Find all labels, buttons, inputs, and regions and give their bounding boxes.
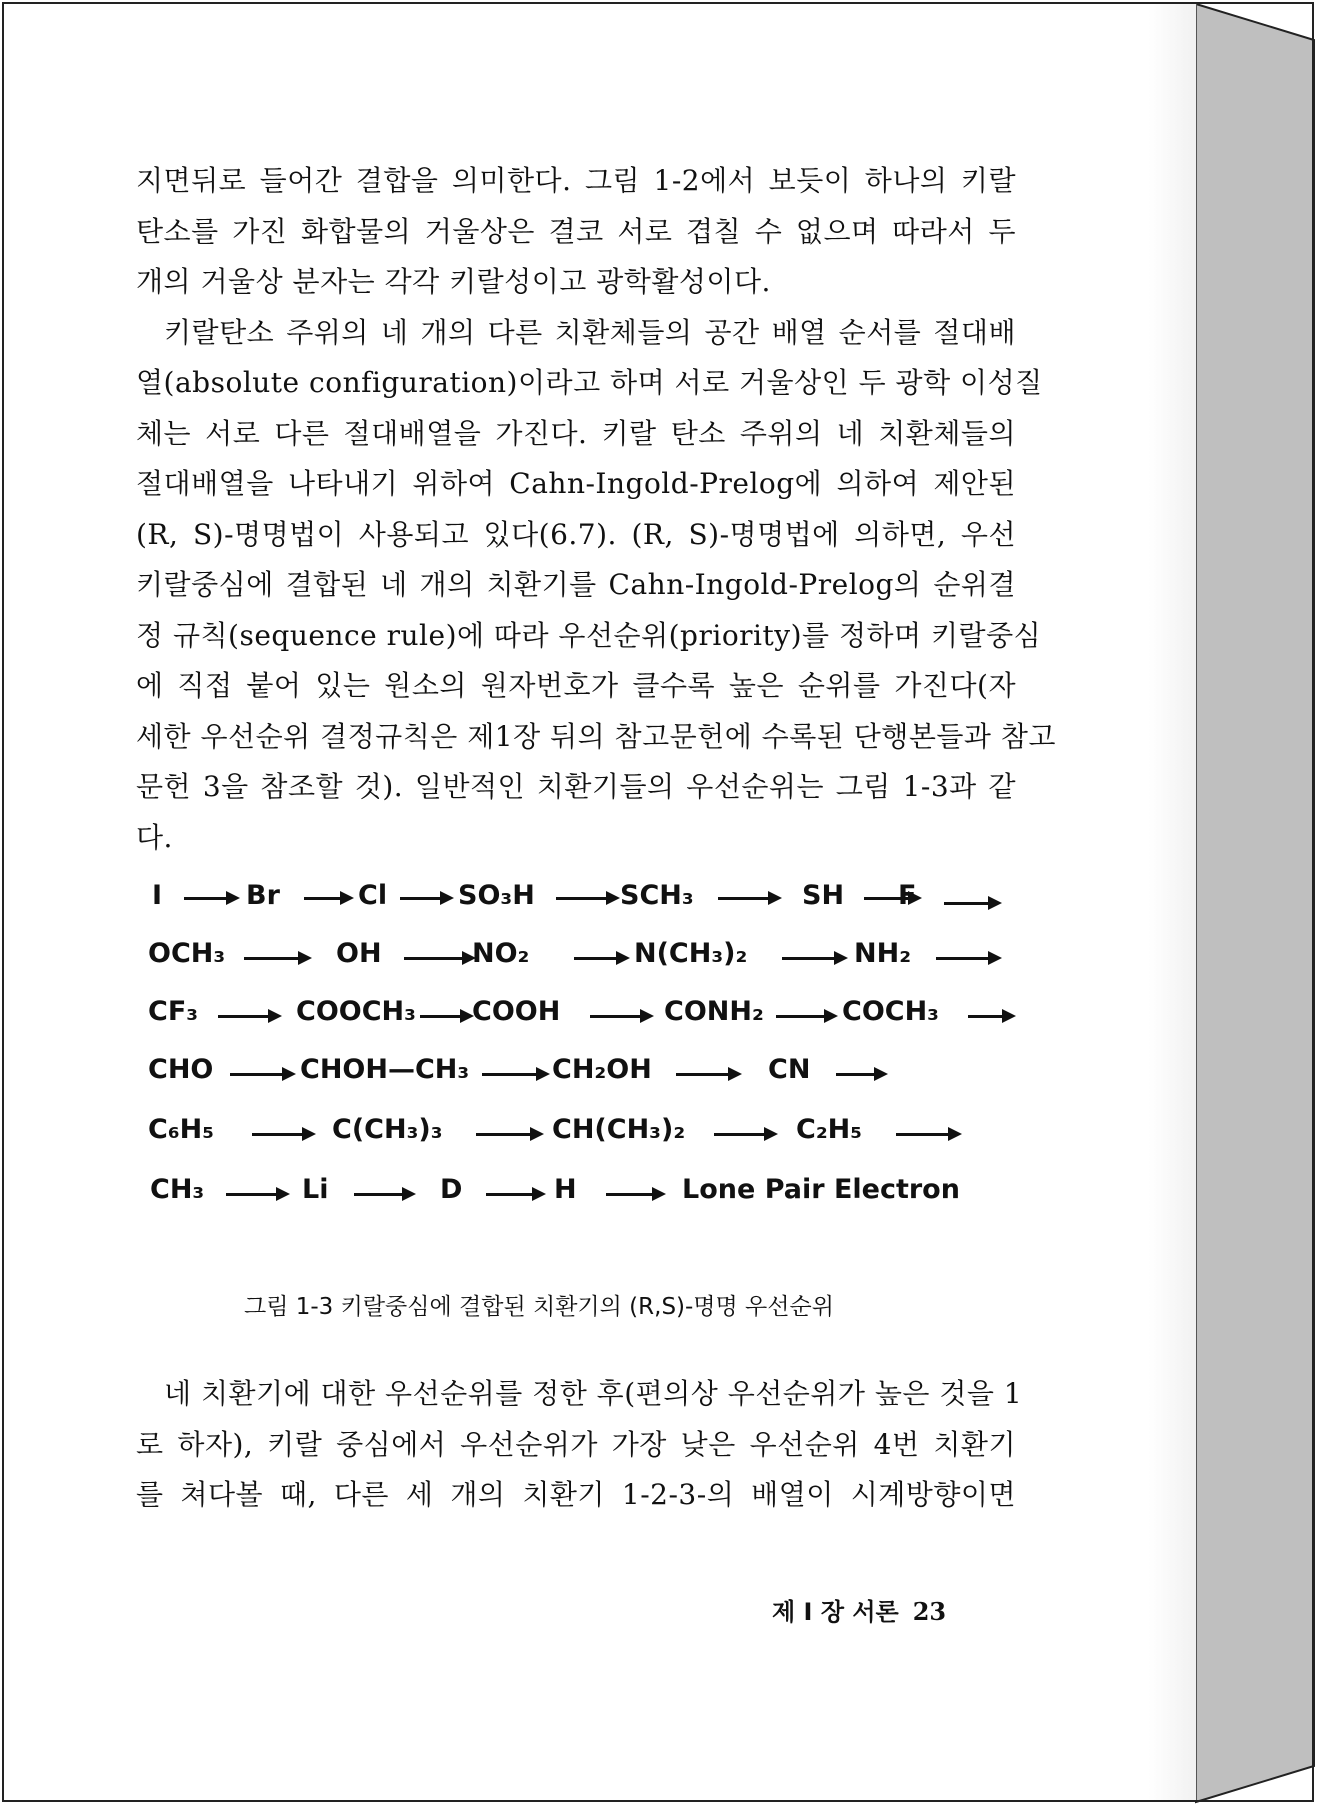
substituent: NO₂ — [472, 938, 530, 969]
substituent: OH — [336, 938, 382, 969]
text-line: 개의 거울상 분자는 각각 키랄성이고 광학활성이다. — [136, 265, 771, 298]
text-line: 에 직접 붙어 있는 원소의 원자번호가 클수록 높은 순위를 가진다(자 — [136, 669, 1016, 702]
substituent: C₆H₅ — [148, 1114, 215, 1145]
chapter-label: 제 I 장 서론 — [772, 1598, 899, 1626]
text-line: 열(absolute configuration)이라고 하며 서로 거울상인 두 광학 이성질 — [136, 366, 1043, 399]
page-footer — [772, 1592, 946, 1627]
substituent: COOCH₃ — [296, 996, 416, 1027]
priority-figure — [148, 880, 1028, 1260]
text-line: 체는 서로 다른 절대배열을 가진다. 키랄 탄소 주위의 네 치환체들의 — [136, 416, 1016, 450]
arrow-icon — [714, 1133, 772, 1136]
substituent: I — [152, 880, 163, 911]
substituent: CHOH—CH₃ — [300, 1054, 470, 1085]
arrow-icon — [244, 957, 306, 960]
arrow-icon — [230, 1073, 290, 1076]
text-line: 세한 우선순위 결정규칙은 제1장 뒤의 참고문헌에 수록된 단행본들과 참고 — [136, 719, 1056, 753]
substituent: NH₂ — [854, 938, 912, 969]
text-line: 키랄탄소 주위의 네 개의 다른 치환체들의 공간 배열 순서를 절대배 — [164, 315, 1016, 349]
arrow-icon — [556, 897, 614, 900]
arrow-icon — [944, 902, 996, 905]
arrow-icon — [476, 1133, 538, 1136]
substituent: F — [898, 880, 917, 911]
substituent: SO₃H — [458, 880, 535, 911]
text-line: 를 쳐다볼 때, 다른 세 개의 치환기 1-2-3-의 배열이 시계방향이면 — [136, 1478, 1016, 1511]
text-line: 탄소를 가진 화합물의 거울상은 결코 서로 겹칠 수 없으며 따라서 두 — [136, 214, 1016, 248]
substituent: Li — [302, 1174, 329, 1205]
arrow-icon — [606, 1193, 660, 1196]
arrow-icon — [936, 957, 996, 960]
substituent: CONH₂ — [664, 996, 764, 1027]
paragraph-top — [136, 156, 1056, 863]
text-line: 다. — [136, 820, 173, 854]
arrow-icon — [968, 1015, 1010, 1018]
substituent: CN — [768, 1054, 811, 1085]
arrow-icon — [400, 897, 448, 900]
text-line: 절대배열을 나타내기 위하여 Cahn-Ingold-Prelog에 의하여 제안된 — [136, 467, 1016, 500]
text-line: 네 치환기에 대한 우선순위를 정한 후(편의상 우선순위가 높은 것을 1 — [164, 1377, 1023, 1410]
paragraph-bottom — [136, 1369, 1023, 1521]
arrow-icon — [676, 1073, 736, 1076]
arrow-icon — [304, 897, 348, 900]
text-line: 지면뒤로 들어간 결합을 의미한다. 그림 1-2에서 보듯이 하나의 키랄 — [136, 164, 1016, 197]
substituent: CHO — [148, 1054, 214, 1085]
substituent: COCH₃ — [842, 996, 940, 1027]
substituent: D — [440, 1174, 463, 1205]
substituent: Cl — [358, 880, 388, 911]
text-line: (R, S)-명명법이 사용되고 있다(6.7). (R, S)-명명법에 의하면, 우선 — [136, 517, 1016, 551]
text-line: 문헌 3을 참조할 것). 일반적인 치환기들의 우선순위는 그림 1-3과 같 — [136, 770, 1016, 803]
substituent: H — [554, 1174, 577, 1205]
substituent: C₂H₅ — [796, 1114, 863, 1145]
page-number: 23 — [912, 1597, 947, 1626]
arrow-icon — [226, 1193, 284, 1196]
substituent: Lone Pair Electron — [682, 1174, 960, 1205]
arrow-icon — [486, 1193, 540, 1196]
substituent: SH — [802, 880, 845, 911]
substituent: SCH₃ — [620, 880, 694, 911]
text-line: 로 하자), 키랄 중심에서 우선순위가 가장 낮은 우선순위 4번 치환기 — [136, 1427, 1016, 1461]
substituent: C(CH₃)₃ — [332, 1114, 443, 1145]
arrow-icon — [482, 1073, 544, 1076]
arrow-icon — [590, 1015, 648, 1018]
substituent: OCH₃ — [148, 938, 226, 969]
arrow-icon — [574, 957, 624, 960]
arrow-icon — [252, 1133, 310, 1136]
substituent: N(CH₃)₂ — [634, 938, 748, 969]
substituent: Br — [246, 880, 280, 911]
substituent: CF₃ — [148, 996, 199, 1027]
substituent: CH₂OH — [552, 1054, 652, 1085]
arrow-icon — [420, 1015, 468, 1018]
arrow-icon — [776, 1015, 832, 1018]
substituent: CH₃ — [150, 1174, 205, 1205]
arrow-icon — [782, 957, 842, 960]
arrow-icon — [218, 1015, 276, 1018]
arrow-icon — [354, 1193, 410, 1196]
arrow-icon — [896, 1133, 956, 1136]
substituent: CH(CH₃)₂ — [552, 1114, 686, 1145]
text-line: 정 규칙(sequence rule)에 따라 우선순위(priority)를 정하며 키랄중심 — [136, 618, 1042, 652]
text-line: 키랄중심에 결합된 네 개의 치환기를 Cahn-Ingold-Prelog의 순위결 — [136, 568, 1016, 601]
arrow-icon — [184, 897, 234, 900]
arrow-icon — [718, 897, 776, 900]
arrow-icon — [836, 1073, 882, 1076]
figure-caption: 그림 1-3 키랄중심에 결합된 치환기의 (R,S)-명명 우선순위 — [244, 1294, 834, 1320]
arrow-icon — [404, 957, 470, 960]
substituent: COOH — [472, 996, 561, 1027]
